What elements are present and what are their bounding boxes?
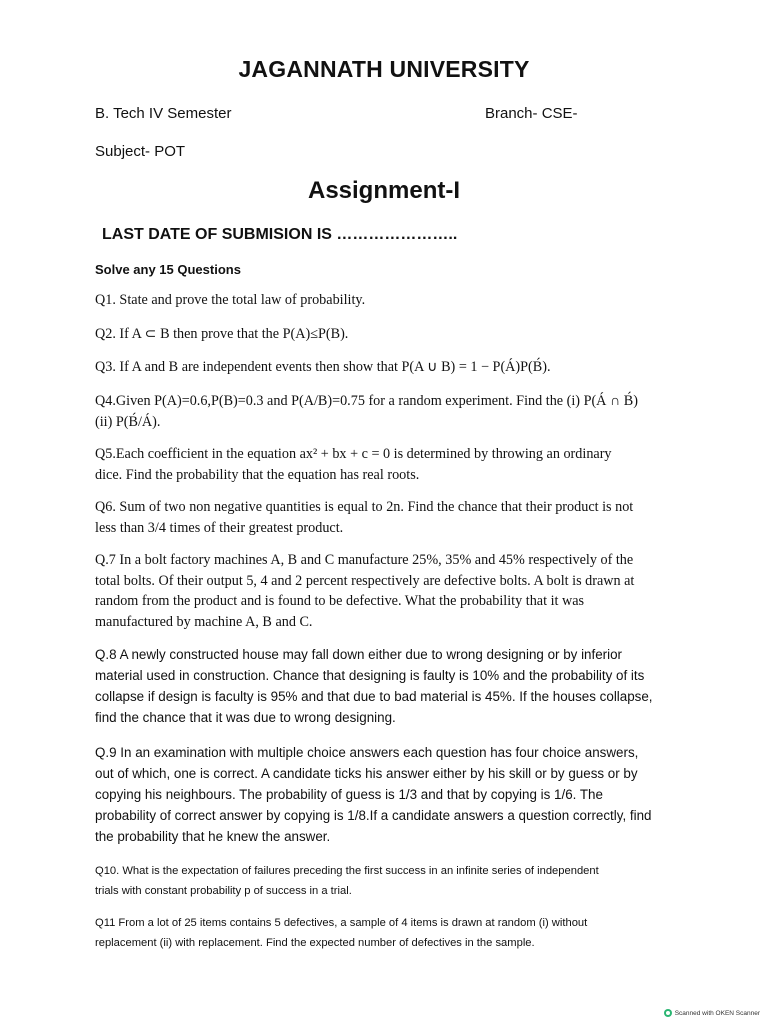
assignment-title: Assignment-I — [307, 177, 460, 204]
question-line: Q.9 In an examination with multiple choice answers each question has four choice answers, — [95, 745, 639, 760]
question-line: dice. Find the probability that the equation has real roots. — [95, 466, 420, 483]
question-line: Q.8 A newly constructed house may fall down either due to wrong designing or by inferior — [95, 647, 622, 662]
question-line: Q5.Each coefficient in the equation ax² + bx + c = 0 is determined by throwing an ordinary — [95, 446, 612, 462]
question-line: out of which, one is correct. A candidate ticks his answer either by his skill or by guess or by — [95, 766, 638, 781]
question-line: Q3. If A and B are independent events then show that P(A ∪ B) = 1 − P(Á)P(B́). — [95, 359, 551, 375]
question-3 — [95, 357, 667, 378]
semester-label: B. Tech IV Semester — [95, 105, 232, 122]
question-line: replacement (ii) with replacement. Find the expected number of defectives in the sample. — [95, 936, 535, 949]
question-5 — [95, 444, 667, 485]
question-line: material used in construction. Chance that designing is faulty is 10% and the probability of its — [95, 668, 645, 683]
question-line: Q10. What is the expectation of failures preceding the first success in an infinite series of independent — [95, 865, 599, 877]
question-6 — [95, 497, 667, 538]
question-line: Q4.Given P(A)=0.6,P(B)=0.3 and P(A/B)=0.75 for a random experiment. Find the (i) P(Á ∩ B́) — [95, 393, 638, 409]
question-8 — [95, 644, 667, 728]
question-9 — [95, 742, 667, 847]
question-line: less than 3/4 times of their greatest product. — [95, 519, 344, 536]
scanner-watermark — [664, 1009, 760, 1017]
question-line: trials with constant probability p of success in a trial. — [95, 884, 352, 897]
question-line: Q2. If A ⊂ B then prove that the P(A)≤P(B). — [95, 326, 349, 342]
university-title: JAGANNATH UNIVERSITY — [238, 56, 530, 82]
scanner-text: Scanned with OKEN Scanner — [674, 1009, 760, 1017]
question-7 — [95, 550, 667, 632]
question-line: total bolts. Of their output 5, 4 and 2 percent respectively are defective bolts. A bolt is drawn at — [95, 572, 635, 589]
question-line: probability of correct answer by copying is 1/8.If a candidate answers a question correctly, find — [95, 808, 652, 823]
question-line: the probability that he knew the answer. — [95, 829, 331, 844]
question-line: manufactured by machine A, B and C. — [95, 613, 313, 630]
question-line: Q11 From a lot of 25 items contains 5 defectives, a sample of 4 items is drawn at random (i) without — [95, 917, 588, 929]
question-line: (ii) P(B́/Á). — [95, 413, 161, 430]
question-line: Q1. State and prove the total law of probability. — [95, 292, 366, 308]
instruction-text: Solve any 15 Questions — [95, 262, 241, 277]
question-10 — [95, 862, 667, 901]
subject-label: Subject- POT — [95, 143, 186, 160]
question-line: copying his neighbours. The probability of guess is 1/3 and that by copying is 1/6. The — [95, 787, 603, 802]
branch-label: Branch- CSE- — [485, 105, 578, 122]
question-2 — [95, 324, 667, 345]
scanner-logo-icon — [664, 1009, 672, 1017]
question-line: random from the product and is found to be defective. What the probability that it was — [95, 593, 585, 609]
question-4 — [95, 391, 667, 432]
question-line: collapse if design is faculty is 95% and that due to bad material is 45%. If the houses collapse, — [95, 689, 653, 704]
question-line: Q.7 In a bolt factory machines A, B and C manufacture 25%, 35% and 45% respectively of the — [95, 552, 634, 568]
question-11 — [95, 914, 667, 953]
last-date-notice: LAST DATE OF SUBMISION IS ………………….. — [102, 226, 458, 243]
question-line: Q6. Sum of two non negative quantities is equal to 2n. Find the chance that their product is not — [95, 499, 634, 515]
question-line: find the chance that it was due to wrong designing. — [95, 710, 396, 725]
question-1 — [95, 290, 667, 311]
